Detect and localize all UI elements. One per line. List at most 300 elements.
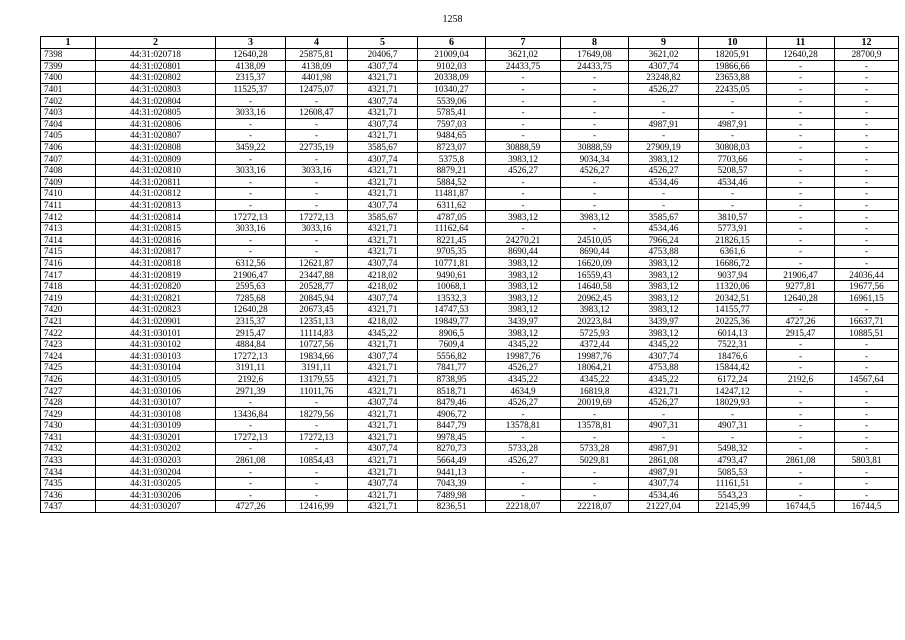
value-cell: - bbox=[835, 72, 899, 84]
value-cell: 11161,51 bbox=[699, 477, 767, 489]
value-cell: - bbox=[486, 83, 561, 95]
value-cell: 8447,79 bbox=[418, 420, 486, 432]
value-cell: - bbox=[767, 408, 835, 420]
value-cell: - bbox=[767, 431, 835, 443]
table-row bbox=[41, 466, 899, 478]
value-cell: 3459,22 bbox=[216, 141, 286, 153]
value-cell: - bbox=[835, 420, 899, 432]
value-cell: 17272,13 bbox=[286, 211, 348, 223]
value-cell: 8221,45 bbox=[418, 234, 486, 246]
value-cell: - bbox=[216, 188, 286, 200]
value-cell: - bbox=[767, 83, 835, 95]
table-row bbox=[41, 49, 899, 61]
value-cell: 5543,23 bbox=[699, 489, 767, 501]
value-cell: 14155,77 bbox=[699, 304, 767, 316]
value-cell: - bbox=[216, 246, 286, 258]
row-number-cell: 7427 bbox=[41, 385, 96, 397]
table-row bbox=[41, 489, 899, 501]
value-cell: 23248,82 bbox=[629, 72, 699, 84]
table-row bbox=[41, 362, 899, 374]
table-row bbox=[41, 106, 899, 118]
value-cell: 7043,39 bbox=[418, 477, 486, 489]
value-cell: 14567,64 bbox=[835, 373, 899, 385]
value-cell: - bbox=[561, 176, 629, 188]
row-number-cell: 7399 bbox=[41, 60, 96, 72]
row-number-cell: 7417 bbox=[41, 269, 96, 281]
value-cell: 4907,31 bbox=[699, 420, 767, 432]
data-table bbox=[40, 36, 899, 513]
table-row bbox=[41, 408, 899, 420]
value-cell: 8690,44 bbox=[486, 246, 561, 258]
value-cell: 4345,22 bbox=[561, 373, 629, 385]
value-cell: - bbox=[767, 222, 835, 234]
value-cell: - bbox=[767, 304, 835, 316]
value-cell: 4321,71 bbox=[348, 338, 418, 350]
table-row bbox=[41, 350, 899, 362]
cadastral-number-cell: 44:31:020815 bbox=[96, 222, 216, 234]
value-cell: - bbox=[835, 466, 899, 478]
value-cell: - bbox=[767, 466, 835, 478]
row-number-cell: 7420 bbox=[41, 304, 96, 316]
value-cell: - bbox=[286, 199, 348, 211]
value-cell: 18205,91 bbox=[699, 49, 767, 61]
value-cell: - bbox=[286, 130, 348, 142]
value-cell: 10854,43 bbox=[286, 454, 348, 466]
value-cell: 20019,69 bbox=[561, 396, 629, 408]
value-cell: 4321,71 bbox=[348, 106, 418, 118]
value-cell: 2192,6 bbox=[216, 373, 286, 385]
value-cell: - bbox=[767, 153, 835, 165]
table-row bbox=[41, 257, 899, 269]
value-cell: 4321,71 bbox=[348, 164, 418, 176]
value-cell: - bbox=[767, 385, 835, 397]
value-cell: 4321,71 bbox=[348, 466, 418, 478]
value-cell: 2861,08 bbox=[216, 454, 286, 466]
value-cell: 7597,03 bbox=[418, 118, 486, 130]
value-cell: - bbox=[286, 118, 348, 130]
value-cell: 4307,74 bbox=[348, 292, 418, 304]
value-cell: 4526,27 bbox=[486, 362, 561, 374]
value-cell: 10885,51 bbox=[835, 327, 899, 339]
value-cell: 11481,87 bbox=[418, 188, 486, 200]
value-cell: 12608,47 bbox=[286, 106, 348, 118]
value-cell: 7285,68 bbox=[216, 292, 286, 304]
value-cell: - bbox=[216, 118, 286, 130]
value-cell: - bbox=[561, 130, 629, 142]
value-cell: - bbox=[767, 350, 835, 362]
value-cell: 3033,16 bbox=[216, 164, 286, 176]
value-cell: 4727,26 bbox=[767, 315, 835, 327]
value-cell: - bbox=[561, 199, 629, 211]
value-cell: 4307,74 bbox=[348, 199, 418, 211]
value-cell: - bbox=[835, 60, 899, 72]
row-number-cell: 7424 bbox=[41, 350, 96, 362]
value-cell: 8879,21 bbox=[418, 164, 486, 176]
row-number-cell: 7402 bbox=[41, 95, 96, 107]
value-cell: 17272,13 bbox=[286, 431, 348, 443]
value-cell: - bbox=[835, 396, 899, 408]
value-cell: - bbox=[835, 443, 899, 455]
value-cell: - bbox=[486, 188, 561, 200]
table-row bbox=[41, 327, 899, 339]
value-cell: - bbox=[699, 106, 767, 118]
value-cell: 20338,09 bbox=[418, 72, 486, 84]
value-cell: 17649,08 bbox=[561, 49, 629, 61]
row-number-cell: 7422 bbox=[41, 327, 96, 339]
row-number-cell: 7410 bbox=[41, 188, 96, 200]
value-cell: 4307,74 bbox=[348, 477, 418, 489]
table-row bbox=[41, 385, 899, 397]
row-number-cell: 7419 bbox=[41, 292, 96, 304]
value-cell: 4321,71 bbox=[348, 385, 418, 397]
value-cell: 7609,4 bbox=[418, 338, 486, 350]
value-cell: 3983,12 bbox=[629, 269, 699, 281]
value-cell: - bbox=[286, 176, 348, 188]
cadastral-number-cell: 44:31:030207 bbox=[96, 501, 216, 513]
value-cell: 21826,15 bbox=[699, 234, 767, 246]
value-cell: - bbox=[767, 141, 835, 153]
value-cell: 7841,77 bbox=[418, 362, 486, 374]
table-row bbox=[41, 304, 899, 316]
table-row bbox=[41, 373, 899, 385]
value-cell: 4321,71 bbox=[348, 234, 418, 246]
cadastral-number-cell: 44:31:030201 bbox=[96, 431, 216, 443]
value-cell: - bbox=[767, 246, 835, 258]
cadastral-number-cell: 44:31:030104 bbox=[96, 362, 216, 374]
value-cell: 21009,04 bbox=[418, 49, 486, 61]
row-number-cell: 7421 bbox=[41, 315, 96, 327]
value-cell: 5733,28 bbox=[561, 443, 629, 455]
value-cell: 3983,12 bbox=[629, 257, 699, 269]
value-cell: 16744,5 bbox=[767, 501, 835, 513]
row-number-cell: 7436 bbox=[41, 489, 96, 501]
value-cell: 3033,16 bbox=[216, 106, 286, 118]
value-cell: 18476,6 bbox=[699, 350, 767, 362]
value-cell: 11114,83 bbox=[286, 327, 348, 339]
cadastral-number-cell: 44:31:020816 bbox=[96, 234, 216, 246]
value-cell: 3983,12 bbox=[561, 304, 629, 316]
value-cell: 4138,09 bbox=[216, 60, 286, 72]
value-cell: 4218,02 bbox=[348, 280, 418, 292]
value-cell: 7489,98 bbox=[418, 489, 486, 501]
value-cell: - bbox=[216, 420, 286, 432]
value-cell: 12475,07 bbox=[286, 83, 348, 95]
value-cell: 4321,71 bbox=[348, 501, 418, 513]
value-cell: 27909,19 bbox=[629, 141, 699, 153]
row-number-cell: 7401 bbox=[41, 83, 96, 95]
value-cell: - bbox=[561, 118, 629, 130]
value-cell: 4321,71 bbox=[629, 385, 699, 397]
value-cell: - bbox=[216, 396, 286, 408]
value-cell: 4321,71 bbox=[348, 83, 418, 95]
value-cell: - bbox=[629, 130, 699, 142]
value-cell: 30808,03 bbox=[699, 141, 767, 153]
value-cell: - bbox=[486, 477, 561, 489]
table-row bbox=[41, 315, 899, 327]
cadastral-number-cell: 44:31:030206 bbox=[96, 489, 216, 501]
value-cell: - bbox=[835, 477, 899, 489]
value-cell: 4321,71 bbox=[348, 130, 418, 142]
table-row bbox=[41, 188, 899, 200]
value-cell: - bbox=[486, 466, 561, 478]
column-header-5: 5 bbox=[348, 37, 418, 49]
value-cell: - bbox=[835, 304, 899, 316]
cadastral-number-cell: 44:31:020813 bbox=[96, 199, 216, 211]
value-cell: 4307,74 bbox=[348, 153, 418, 165]
value-cell: 4526,27 bbox=[486, 454, 561, 466]
value-cell: 23447,88 bbox=[286, 269, 348, 281]
value-cell: 4321,71 bbox=[348, 72, 418, 84]
value-cell: - bbox=[486, 106, 561, 118]
value-cell: 4307,74 bbox=[348, 443, 418, 455]
value-cell: 6312,56 bbox=[216, 257, 286, 269]
value-cell: - bbox=[486, 489, 561, 501]
table-row bbox=[41, 118, 899, 130]
value-cell: 14747,53 bbox=[418, 304, 486, 316]
value-cell: 3983,12 bbox=[629, 327, 699, 339]
value-cell: 3585,67 bbox=[348, 211, 418, 223]
value-cell: 9102,03 bbox=[418, 60, 486, 72]
value-cell: 3033,16 bbox=[286, 164, 348, 176]
value-cell: - bbox=[286, 234, 348, 246]
column-header-8: 8 bbox=[561, 37, 629, 49]
value-cell: 3585,67 bbox=[348, 141, 418, 153]
value-cell: - bbox=[561, 408, 629, 420]
value-cell: 24433,75 bbox=[486, 60, 561, 72]
value-cell: 4218,02 bbox=[348, 315, 418, 327]
value-cell: - bbox=[835, 141, 899, 153]
value-cell: 12621,87 bbox=[286, 257, 348, 269]
table-row bbox=[41, 269, 899, 281]
table-row bbox=[41, 199, 899, 211]
value-cell: 4753,88 bbox=[629, 362, 699, 374]
value-cell: 4526,27 bbox=[629, 164, 699, 176]
value-cell: 4987,91 bbox=[629, 443, 699, 455]
value-cell: - bbox=[286, 396, 348, 408]
value-cell: 4787,05 bbox=[418, 211, 486, 223]
column-header-3: 3 bbox=[216, 37, 286, 49]
value-cell: - bbox=[767, 489, 835, 501]
value-cell: - bbox=[561, 83, 629, 95]
column-header-2: 2 bbox=[96, 37, 216, 49]
value-cell: 5725,93 bbox=[561, 327, 629, 339]
value-cell: 18029,93 bbox=[699, 396, 767, 408]
value-cell: 4321,71 bbox=[348, 454, 418, 466]
value-cell: 4372,44 bbox=[561, 338, 629, 350]
value-cell: 4307,74 bbox=[348, 257, 418, 269]
value-cell: 3983,12 bbox=[486, 211, 561, 223]
value-cell: 9978,45 bbox=[418, 431, 486, 443]
value-cell: - bbox=[216, 466, 286, 478]
cadastral-number-cell: 44:31:020814 bbox=[96, 211, 216, 223]
value-cell: - bbox=[286, 477, 348, 489]
value-cell: 4307,74 bbox=[348, 118, 418, 130]
value-cell: - bbox=[835, 164, 899, 176]
table-row bbox=[41, 141, 899, 153]
value-cell: 16686,72 bbox=[699, 257, 767, 269]
value-cell: 5208,57 bbox=[699, 164, 767, 176]
value-cell: - bbox=[699, 199, 767, 211]
table-row bbox=[41, 477, 899, 489]
value-cell: 2595,63 bbox=[216, 280, 286, 292]
table-row bbox=[41, 420, 899, 432]
row-number-cell: 7432 bbox=[41, 443, 96, 455]
cadastral-number-cell: 44:31:020808 bbox=[96, 141, 216, 153]
column-header-6: 6 bbox=[418, 37, 486, 49]
cadastral-number-cell: 44:31:020817 bbox=[96, 246, 216, 258]
value-cell: - bbox=[216, 199, 286, 211]
value-cell: 4321,71 bbox=[348, 246, 418, 258]
value-cell: 24270,21 bbox=[486, 234, 561, 246]
table-row bbox=[41, 292, 899, 304]
value-cell: 9484,65 bbox=[418, 130, 486, 142]
row-number-cell: 7430 bbox=[41, 420, 96, 432]
value-cell: 22735,19 bbox=[286, 141, 348, 153]
value-cell: 3621,02 bbox=[629, 49, 699, 61]
row-number-cell: 7407 bbox=[41, 153, 96, 165]
value-cell: 9034,34 bbox=[561, 153, 629, 165]
value-cell: 21227,04 bbox=[629, 501, 699, 513]
column-header-4: 4 bbox=[286, 37, 348, 49]
value-cell: 3810,57 bbox=[699, 211, 767, 223]
value-cell: 18279,56 bbox=[286, 408, 348, 420]
value-cell: 21906,47 bbox=[216, 269, 286, 281]
cadastral-number-cell: 44:31:030106 bbox=[96, 385, 216, 397]
value-cell: 4534,46 bbox=[699, 176, 767, 188]
value-cell: - bbox=[767, 176, 835, 188]
value-cell: 3983,12 bbox=[629, 280, 699, 292]
value-cell: 5803,81 bbox=[835, 454, 899, 466]
row-number-cell: 7412 bbox=[41, 211, 96, 223]
value-cell: 12640,28 bbox=[216, 304, 286, 316]
row-number-cell: 7413 bbox=[41, 222, 96, 234]
value-cell: 5556,82 bbox=[418, 350, 486, 362]
value-cell: - bbox=[216, 234, 286, 246]
value-cell: 4987,91 bbox=[629, 118, 699, 130]
table-row bbox=[41, 431, 899, 443]
value-cell: 3983,12 bbox=[486, 257, 561, 269]
value-cell: 5884,52 bbox=[418, 176, 486, 188]
value-cell: - bbox=[486, 222, 561, 234]
row-number-cell: 7423 bbox=[41, 338, 96, 350]
value-cell: 4307,74 bbox=[629, 350, 699, 362]
page-number: 1258 bbox=[442, 14, 463, 25]
row-number-cell: 7398 bbox=[41, 49, 96, 61]
value-cell: 4321,71 bbox=[348, 373, 418, 385]
value-cell: 22145,99 bbox=[699, 501, 767, 513]
value-cell: - bbox=[767, 443, 835, 455]
value-cell: - bbox=[629, 106, 699, 118]
value-cell: - bbox=[486, 118, 561, 130]
value-cell: - bbox=[767, 211, 835, 223]
value-cell: 9441,13 bbox=[418, 466, 486, 478]
value-cell: 8236,51 bbox=[418, 501, 486, 513]
value-cell: 13578,81 bbox=[561, 420, 629, 432]
value-cell: - bbox=[486, 72, 561, 84]
value-cell: 16637,71 bbox=[835, 315, 899, 327]
table-row bbox=[41, 83, 899, 95]
row-number-cell: 7434 bbox=[41, 466, 96, 478]
value-cell: - bbox=[835, 362, 899, 374]
value-cell: 7966,24 bbox=[629, 234, 699, 246]
value-cell: 8479,46 bbox=[418, 396, 486, 408]
value-cell: 4534,46 bbox=[629, 222, 699, 234]
value-cell: 25875,81 bbox=[286, 49, 348, 61]
value-cell: - bbox=[835, 118, 899, 130]
value-cell: 5085,53 bbox=[699, 466, 767, 478]
table-row bbox=[41, 501, 899, 513]
value-cell: 19866,66 bbox=[699, 60, 767, 72]
value-cell: 13436,84 bbox=[216, 408, 286, 420]
value-cell: 9037,94 bbox=[699, 269, 767, 281]
table-row bbox=[41, 130, 899, 142]
cadastral-number-cell: 44:31:020805 bbox=[96, 106, 216, 118]
row-number-cell: 7408 bbox=[41, 164, 96, 176]
value-cell: 4727,26 bbox=[216, 501, 286, 513]
row-number-cell: 7400 bbox=[41, 72, 96, 84]
value-cell: 4345,22 bbox=[486, 373, 561, 385]
cadastral-number-cell: 44:31:030103 bbox=[96, 350, 216, 362]
cadastral-number-cell: 44:31:030205 bbox=[96, 477, 216, 489]
value-cell: - bbox=[835, 350, 899, 362]
value-cell: 23653,88 bbox=[699, 72, 767, 84]
value-cell: - bbox=[767, 106, 835, 118]
value-cell: - bbox=[629, 199, 699, 211]
table-row bbox=[41, 234, 899, 246]
value-cell: 8723,07 bbox=[418, 141, 486, 153]
value-cell: - bbox=[835, 234, 899, 246]
value-cell: - bbox=[216, 176, 286, 188]
table-body bbox=[41, 49, 899, 513]
value-cell: 8690,44 bbox=[561, 246, 629, 258]
value-cell: 20673,45 bbox=[286, 304, 348, 316]
value-cell: 3983,12 bbox=[486, 269, 561, 281]
value-cell: 21906,47 bbox=[767, 269, 835, 281]
header-row bbox=[41, 37, 899, 49]
value-cell: 4307,74 bbox=[348, 95, 418, 107]
value-cell: 11162,64 bbox=[418, 222, 486, 234]
value-cell: - bbox=[286, 153, 348, 165]
cadastral-number-cell: 44:31:020810 bbox=[96, 164, 216, 176]
value-cell: 16961,15 bbox=[835, 292, 899, 304]
value-cell: 5498,32 bbox=[699, 443, 767, 455]
value-cell: 3983,12 bbox=[561, 211, 629, 223]
value-cell: 4307,74 bbox=[629, 477, 699, 489]
value-cell: 17272,13 bbox=[216, 431, 286, 443]
value-cell: 4321,71 bbox=[348, 188, 418, 200]
value-cell: 4987,91 bbox=[629, 466, 699, 478]
value-cell: 9277,81 bbox=[767, 280, 835, 292]
value-cell: - bbox=[767, 95, 835, 107]
column-header-10: 10 bbox=[699, 37, 767, 49]
value-cell: 16620,09 bbox=[561, 257, 629, 269]
value-cell: - bbox=[835, 83, 899, 95]
value-cell: - bbox=[767, 130, 835, 142]
row-number-cell: 7437 bbox=[41, 501, 96, 513]
value-cell: - bbox=[216, 130, 286, 142]
cadastral-number-cell: 44:31:030105 bbox=[96, 373, 216, 385]
value-cell: 12351,13 bbox=[286, 315, 348, 327]
value-cell: - bbox=[486, 408, 561, 420]
value-cell: 3191,11 bbox=[216, 362, 286, 374]
value-cell: - bbox=[486, 95, 561, 107]
value-cell: 3983,12 bbox=[629, 304, 699, 316]
value-cell: - bbox=[216, 489, 286, 501]
value-cell: 3585,67 bbox=[629, 211, 699, 223]
row-number-cell: 7418 bbox=[41, 280, 96, 292]
cadastral-number-cell: 44:31:030204 bbox=[96, 466, 216, 478]
value-cell: - bbox=[835, 246, 899, 258]
